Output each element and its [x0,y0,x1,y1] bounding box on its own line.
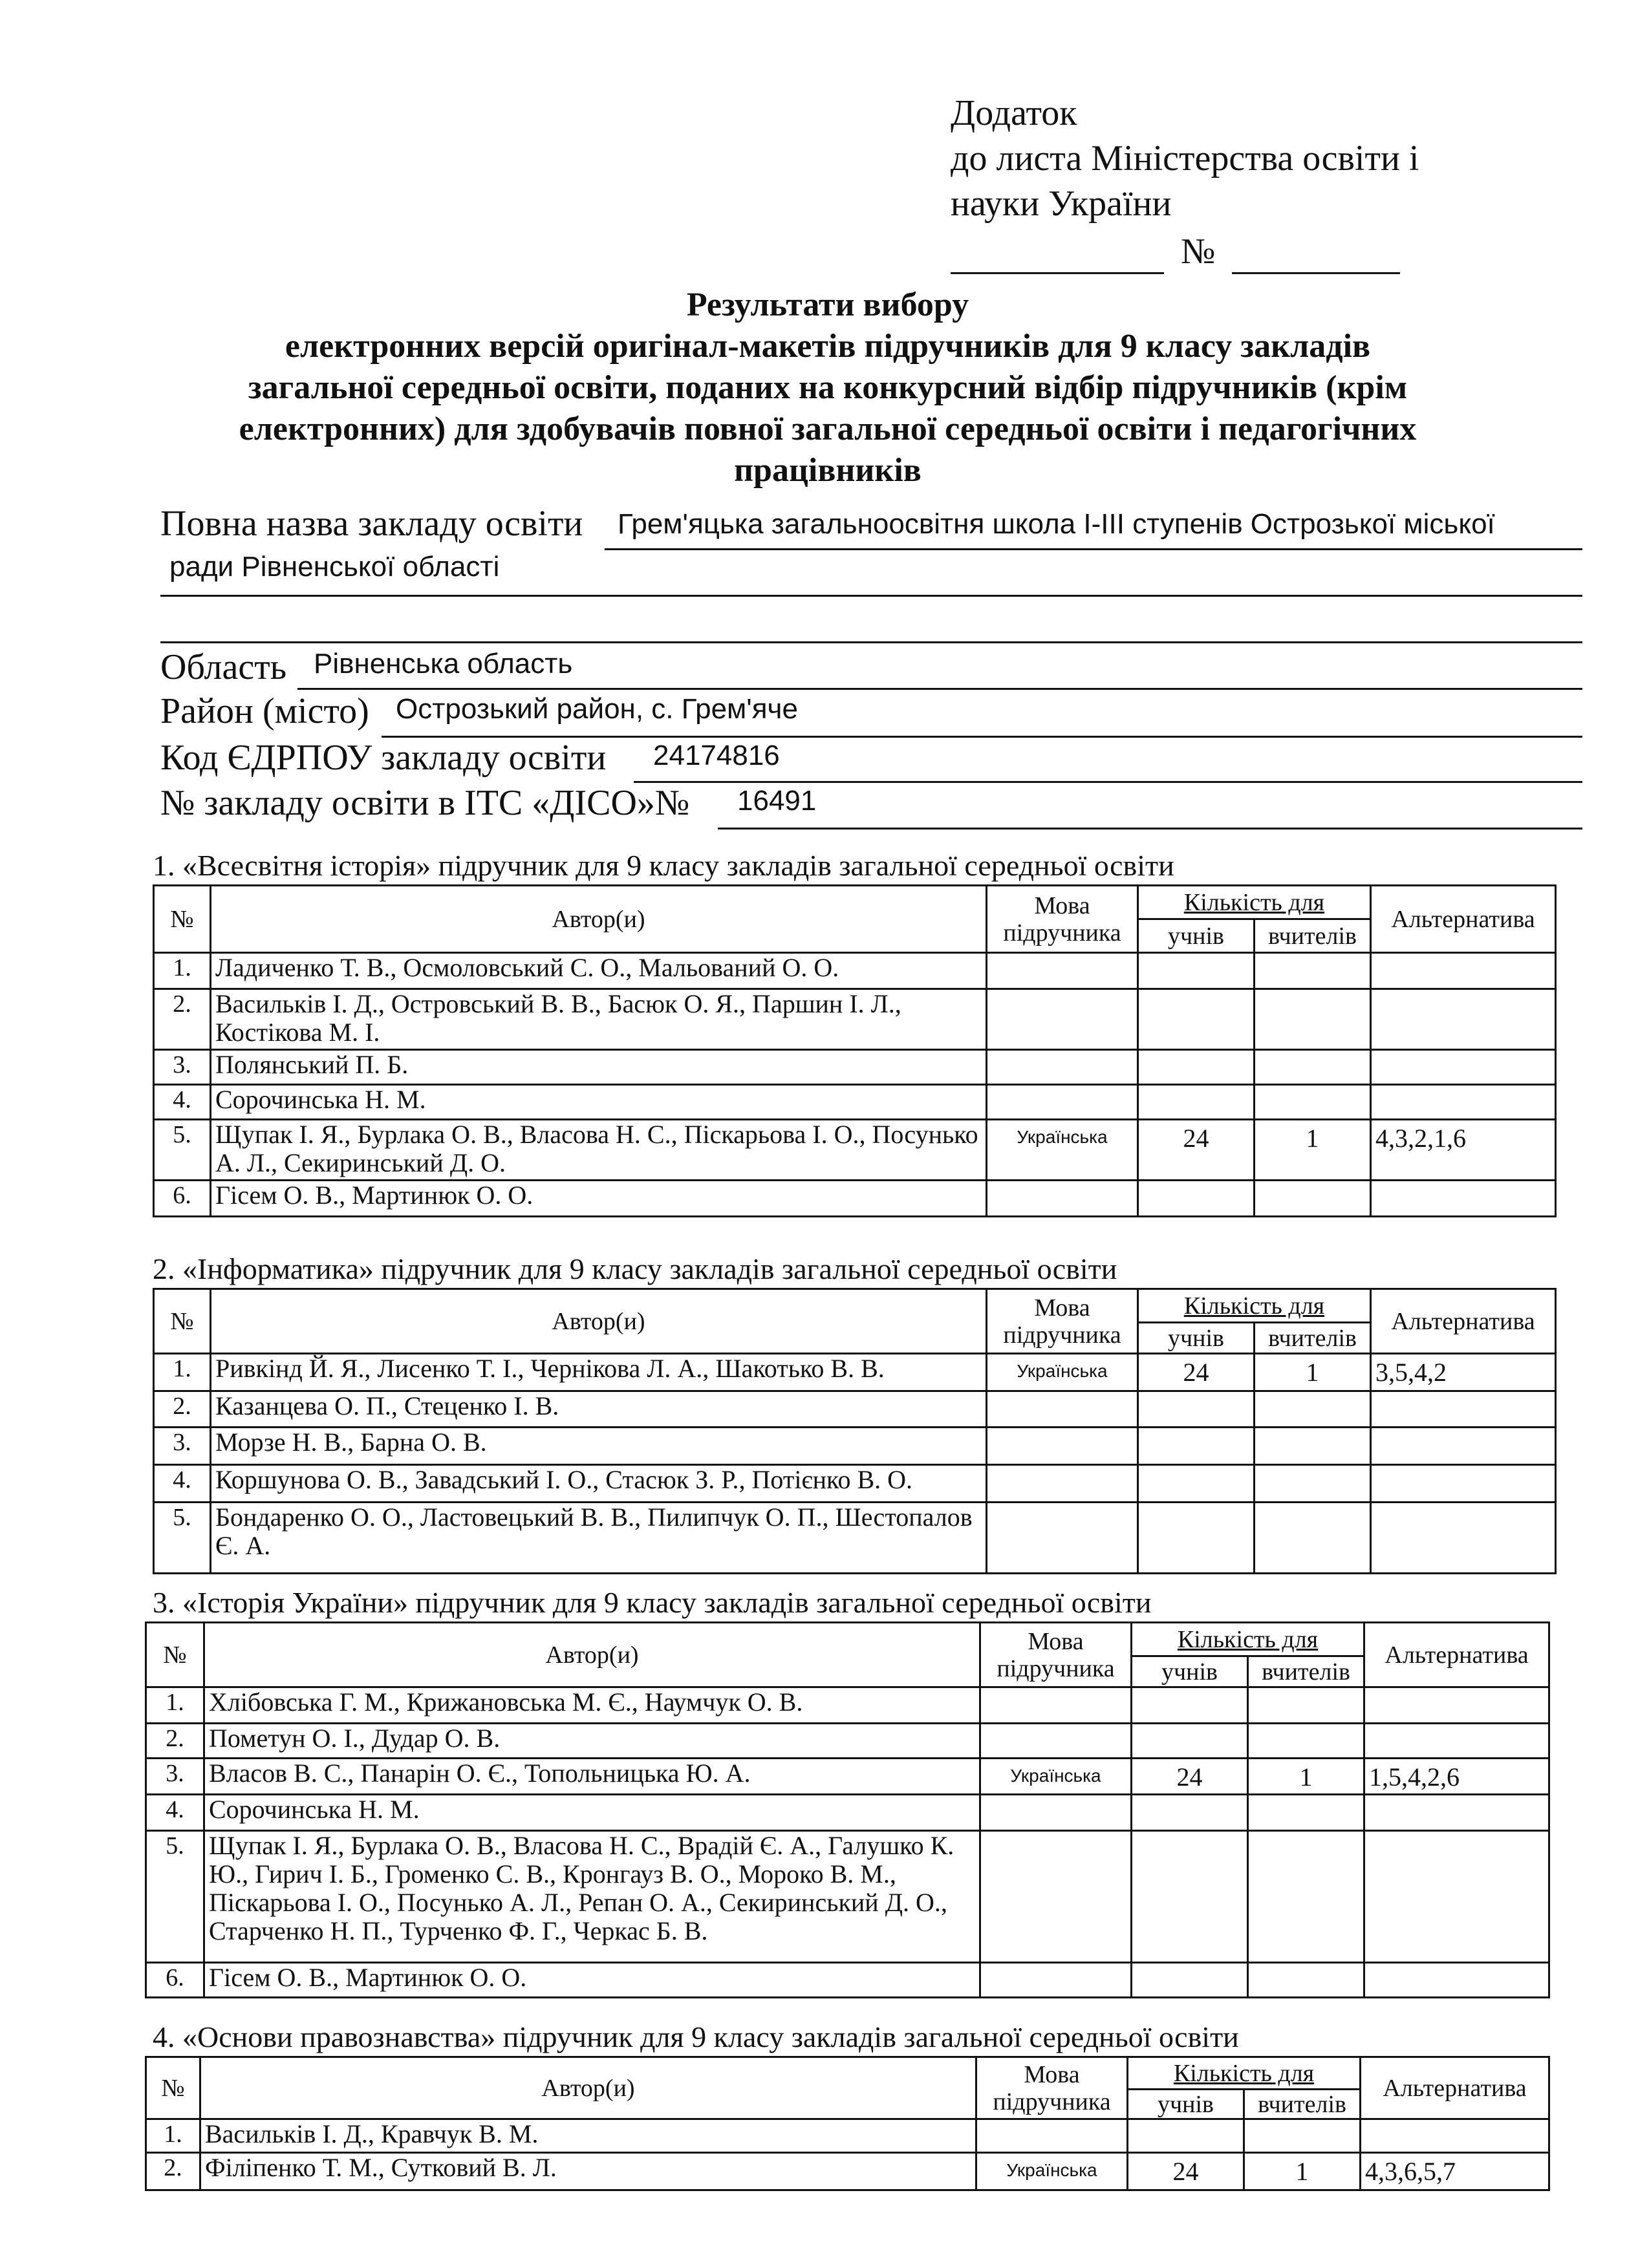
row-teachers [1255,1050,1371,1085]
row-language [987,1503,1138,1574]
row-language: Українська [980,1759,1132,1795]
col-header-students: учнів [1132,1656,1248,1687]
row-authors: Хлібовська Г. М., Крижановська М. Є., Наумчук О. В. [204,1687,980,1724]
row-students [1132,1963,1248,1998]
row-alternative [1371,1181,1556,1217]
row-teachers [1248,1831,1364,1963]
edrpou-value: 24174816 [653,740,780,771]
section-3-title: 3. «Історія України» підручник для 9 класу закладів загальної середньої освіти [153,1586,1152,1619]
title-line-3: загальної середньої освіти, поданих на конкурсний відбір підручників (крім [248,369,1408,406]
row-teachers [1248,1963,1364,1998]
col-header-language: Мова підручника [980,1623,1132,1687]
row-number: 2. [146,1724,204,1759]
row-authors: Філіпенко Т. М., Сутковий В. Л. [200,2153,976,2190]
table-row [154,1428,1556,1465]
row-alternative [1371,1503,1556,1574]
table-row [146,1687,1549,1724]
row-alternative [1371,953,1556,989]
row-authors: Власов В. С., Панарін О. Є., Топольницька Ю. А. [204,1759,980,1795]
row-number: 5. [154,1503,211,1574]
row-number: 5. [146,1831,204,1963]
row-number: 1. [146,1687,204,1724]
row-teachers [1255,1428,1371,1465]
table-row [154,1085,1556,1120]
row-number: 6. [154,1181,211,1217]
row-authors: Полянський П. Б. [211,1050,987,1085]
col-header-alternative: Альтернатива [1371,1289,1556,1354]
row-language [980,1724,1132,1759]
row-students: 24 [1138,1120,1255,1181]
row-teachers: 1 [1244,2153,1361,2190]
row-authors: Сорочинська Н. М. [211,1085,987,1120]
row-authors: Коршунова О. В., Завадський І. О., Стасюк З. Р., Потієнко В. О. [211,1465,987,1503]
row-students [1132,1831,1248,1963]
letter-number-blank [1232,239,1400,274]
table-row [146,1831,1549,1963]
row-students: 24 [1138,1354,1255,1391]
letter-number-line [951,229,1533,274]
blank-underline [160,641,1582,643]
row-alternative [1371,1391,1556,1428]
section-4-title: 4. «Основи правознавства» підручник для 9 класу закладів загальної середньої освіти [153,2020,1239,2053]
table-row [154,1120,1556,1181]
row-teachers [1255,989,1371,1050]
table-row [154,1503,1556,1574]
row-teachers: 1 [1248,1759,1364,1795]
table-row [154,1391,1556,1428]
row-alternative [1364,1724,1549,1759]
row-number: 2. [154,989,211,1050]
row-students: 24 [1128,2153,1244,2190]
row-authors: Щупак І. Я., Бурлака О. В., Власова Н. С., Піскарьова І. О., Посунько А. Л., Секиринський Д. О. [211,1120,987,1181]
row-teachers [1255,1391,1371,1428]
col-header-students: учнів [1128,2090,1244,2119]
row-number: 4. [146,1795,204,1831]
row-alternative: 3,5,4,2 [1371,1354,1556,1391]
row-students [1138,989,1255,1050]
row-students [1138,1428,1255,1465]
col-header-count: Кількість для [1138,1289,1371,1323]
col-header-language: Мова підручника [987,886,1138,953]
table-row [154,1181,1556,1217]
row-authors: Ладиченко Т. В., Осмоловський С. О., Мальований О. О. [211,953,987,989]
district-value: Острозький район, с. Грем'яче [396,693,798,725]
table-row [154,1354,1556,1391]
appendix-block [951,91,1533,274]
row-students [1138,1465,1255,1503]
row-authors: Щупак І. Я., Бурлака О. В., Власова Н. С., Врадій Є. А., Галушко К. Ю., Гирич І. Б., Громенко С. В., Кронгауз В. О., Мороко В. М., Піскарьова І. О., Посунько А. Л., Репан О. А., Секиринський Д. О., Старченко Н. П., Турченко Ф. Г., Черкас Б. В. [204,1831,980,1963]
section-2-title: 2. «Інформатика» підручник для 9 класу закладів загальної середньої освіти [153,1252,1117,1285]
row-language [987,1085,1138,1120]
row-language [987,1050,1138,1085]
row-students [1132,1795,1248,1831]
title-line-5: працівників [734,452,921,489]
itc-underline [718,828,1582,829]
row-language [987,1181,1138,1217]
row-teachers [1255,1181,1371,1217]
row-number: 6. [146,1963,204,1998]
col-header-alternative: Альтернатива [1371,886,1556,953]
col-header-no: № [154,1289,211,1354]
section-4-table [145,2056,1550,2191]
row-teachers [1248,1687,1364,1724]
col-header-authors: Автор(и) [204,1623,980,1687]
row-teachers [1248,1724,1364,1759]
row-language [987,953,1138,989]
col-header-students: учнів [1138,1323,1255,1354]
row-teachers [1255,1085,1371,1120]
region-label: Область [160,647,287,687]
row-students [1138,1085,1255,1120]
row-alternative [1361,2119,1549,2153]
itc-label: № закладу освіти в ІТС «ДІСО»№ [160,783,690,823]
row-authors: Васильків І. Д., Кравчук В. М. [200,2119,976,2153]
row-alternative: 1,5,4,2,6 [1364,1759,1549,1795]
edrpou-underline [634,781,1582,783]
col-header-teachers: вчителів [1255,919,1371,953]
row-number: 3. [154,1428,211,1465]
col-header-students: учнів [1138,919,1255,953]
col-header-alternative: Альтернатива [1361,2057,1549,2119]
row-students [1132,1724,1248,1759]
row-language [980,1831,1132,1963]
col-header-language: Мова підручника [987,1289,1138,1354]
table-row [154,1050,1556,1085]
row-number: 4. [154,1085,211,1120]
title-line-4: електронних) для здобувачів повної загальної середньої освіти і педагогічних [239,411,1417,447]
row-alternative [1371,1085,1556,1120]
row-language [980,1687,1132,1724]
section-2-table [153,1288,1557,1574]
region-underline [297,688,1582,690]
letter-date-blank [951,239,1164,274]
school-name-underline [605,548,1582,550]
district-label: Район (місто) [160,691,369,731]
table-row [146,1963,1549,1998]
row-authors: Казанцева О. П., Стеценко І. В. [211,1391,987,1428]
row-students: 24 [1132,1759,1248,1795]
school-name-value-line-2: ради Рівненської області [169,551,500,583]
school-name-value: Грем'яцька загальноосвітня школа І-ІІІ ступенів Острозької міської [618,508,1495,540]
document-title [142,284,1513,491]
appendix-line-3: науки України [951,184,1172,224]
col-header-count: Кількість для [1138,886,1371,919]
col-header-no: № [154,886,211,953]
row-teachers [1255,953,1371,989]
table-row [146,2153,1549,2190]
row-language [987,1428,1138,1465]
row-number: 1. [146,2119,200,2153]
table-row [154,989,1556,1050]
row-language [987,1391,1138,1428]
row-authors: Морзе Н. В., Барна О. В. [211,1428,987,1465]
row-number: 2. [146,2153,200,2190]
table-row [154,1465,1556,1503]
row-students [1138,1503,1255,1574]
edrpou-label: Код ЄДРПОУ закладу освіти [160,738,607,778]
col-header-language: Мова підручника [976,2057,1128,2119]
col-header-teachers: вчителів [1248,1656,1364,1687]
col-header-no: № [146,2057,200,2119]
col-header-count: Кількість для [1128,2057,1361,2090]
row-authors: Ривкінд Й. Я., Лисенко Т. І., Чернікова Л. А., Шакотько В. В. [211,1354,987,1391]
row-alternative [1364,1795,1549,1831]
row-teachers: 1 [1255,1120,1371,1181]
row-language [980,1963,1132,1998]
row-number: 3. [146,1759,204,1795]
title-line-2: електронних версій оригінал-макетів підручників для 9 класу закладів [285,328,1371,365]
row-students [1138,1181,1255,1217]
col-header-no: № [146,1623,204,1687]
row-language [987,1465,1138,1503]
row-teachers [1255,1465,1371,1503]
section-1-table [153,884,1557,1217]
row-alternative [1371,1050,1556,1085]
row-number: 1. [154,953,211,989]
row-authors: Васильків І. Д., Островський В. В., Басюк О. Я., Паршин І. Л., Костікова М. І. [211,989,987,1050]
col-header-authors: Автор(и) [211,1289,987,1354]
row-language [980,1795,1132,1831]
row-language: Українська [987,1354,1138,1391]
table-row [146,1759,1549,1795]
row-students [1132,1687,1248,1724]
appendix-line-1: Додаток [951,93,1077,133]
school-name-label: Повна назва закладу освіти [160,504,583,544]
col-header-alternative: Альтернатива [1364,1623,1549,1687]
col-header-count: Кількість для [1132,1623,1364,1656]
row-teachers: 1 [1255,1354,1371,1391]
row-students [1128,2119,1244,2153]
title-line-1: Результати вибору [686,286,969,323]
row-language: Українська [987,1120,1138,1181]
row-teachers [1244,2119,1361,2153]
row-teachers [1255,1503,1371,1574]
row-number: 4. [154,1465,211,1503]
row-authors: Гісем О. В., Мартинюк О. О. [211,1181,987,1217]
row-students [1138,953,1255,989]
row-number: 1. [154,1354,211,1391]
section-3-table [145,1621,1550,1998]
school-name-underline-2 [160,595,1582,597]
row-number: 3. [154,1050,211,1085]
row-alternative [1371,989,1556,1050]
col-header-teachers: вчителів [1244,2090,1361,2119]
number-sign: № [1181,231,1216,272]
row-alternative [1364,1831,1549,1963]
appendix-line-2: до листа Міністерства освіти і [951,138,1419,178]
col-header-authors: Автор(и) [200,2057,976,2119]
table-row [146,1724,1549,1759]
row-language [976,2119,1128,2153]
col-header-teachers: вчителів [1255,1323,1371,1354]
region-value: Рівненська область [314,648,573,679]
row-alternative [1364,1963,1549,1998]
table-row [146,2119,1549,2153]
row-students [1138,1050,1255,1085]
section-1-title: 1. «Всесвітня історія» підручник для 9 класу закладів загальної середньої освіти [153,849,1174,882]
row-number: 5. [154,1120,211,1181]
table-row [154,953,1556,989]
row-language [987,989,1138,1050]
row-language: Українська [976,2153,1128,2190]
row-students [1138,1391,1255,1428]
row-alternative: 4,3,2,1,6 [1371,1120,1556,1181]
row-number: 2. [154,1391,211,1428]
itc-value: 16491 [737,785,817,817]
row-alternative [1371,1428,1556,1465]
row-alternative [1371,1465,1556,1503]
table-row [146,1795,1549,1831]
row-authors: Гісем О. В., Мартинюк О. О. [204,1963,980,1998]
row-authors: Пометун О. І., Дудар О. В. [204,1724,980,1759]
row-alternative: 4,3,6,5,7 [1361,2153,1549,2190]
row-alternative [1364,1687,1549,1724]
row-teachers [1248,1795,1364,1831]
row-authors: Бондаренко О. О., Ластовецький В. В., Пилипчук О. П., Шестопалов Є. А. [211,1503,987,1574]
row-authors: Сорочинська Н. М. [204,1795,980,1831]
col-header-authors: Автор(и) [211,886,987,953]
